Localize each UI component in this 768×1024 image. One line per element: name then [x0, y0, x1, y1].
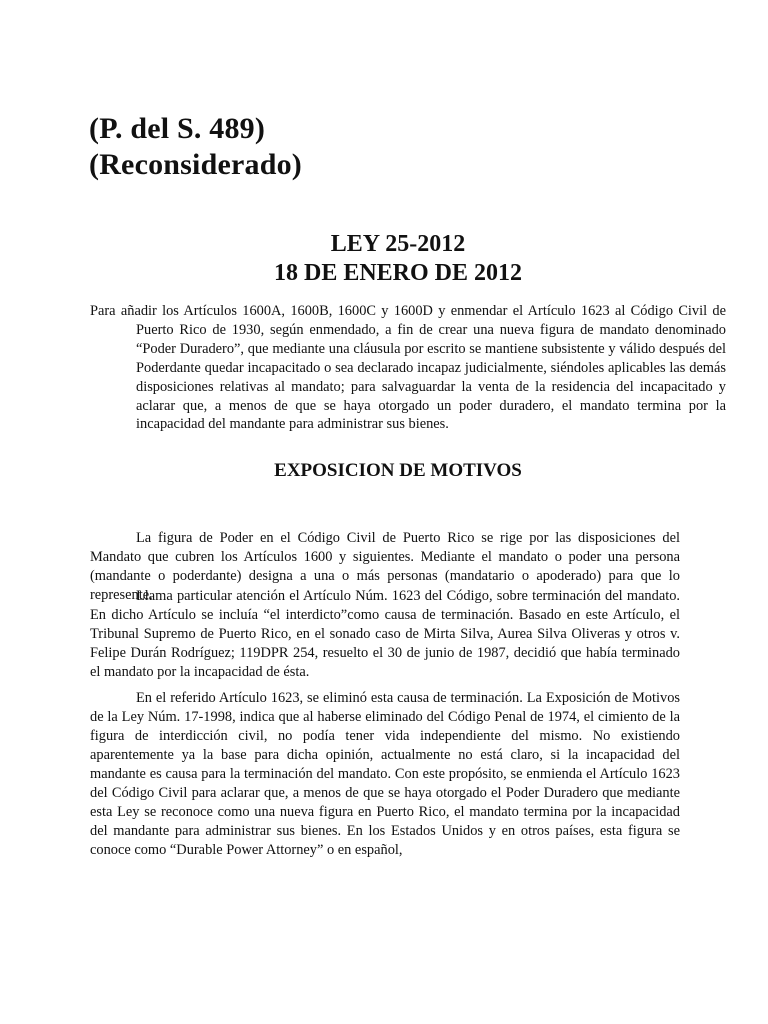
law-date: 18 DE ENERO DE 2012 — [273, 260, 523, 286]
law-title — [0, 230, 768, 288]
law-summary: Para añadir los Artículos 1600A, 1600B, 1600C y 1600D y enmendar el Artículo 1623 al Código Civil de Puerto Rico de 1930, según enmendado, a fin de crear una nueva figura de mandato denominado “Poder Duradero”, que mediante una cláusula por escrito se mantiene subsistente y válido después del Poderdante quedar incapacitado o sea declarado incapaz judicialmente, siéndoles aplicables las demás disposiciones relativas al mandato; para salvaguardar la venta de la residencia del incapacitado y aclarar que, a menos de que se haya otorgado un poder duradero, el mandato termina por la incapacidad del mandante para administrar sus bienes. — [90, 303, 726, 433]
body-paragraph: La figura de Poder en el Código Civil de Puerto Rico se rige por las disposiciones del Mandato que cubren los Artículos 1600 y siguientes. Mediante el mandato o poder una persona (mandante o poderdante) designa a una o más personas (mandatario o apoderado) para que lo represente. — [90, 530, 680, 603]
section-heading-text: EXPOSICION DE MOTIVOS — [274, 460, 522, 481]
body-paragraph: Llama particular atención el Artículo Núm. 1623 del Código, sobre terminación del mandato. En dicho Artículo se incluía “el interdicto”como causa de terminación. Basado en este Artículo, el Tribunal Supremo de Puerto Rico, en el sonado caso de Mirta Silva, Aurea Silva Oliveras y otros v. Felipe Durán Rodríguez; 119DPR 254, resuelto el 30 de junio de 1987, decidió que había terminado el mandato por la incapacidad de ésta. — [90, 588, 680, 680]
section-heading — [0, 459, 768, 483]
law-number: LEY 25-2012 — [330, 231, 466, 257]
bill-status: (Reconsiderado) — [89, 148, 302, 181]
body-paragraph: En el referido Artículo 1623, se eliminó esta causa de terminación. La Exposición de Motivos de la Ley Núm. 17-1998, indica que al haberse eliminado del Código Penal de 1974, el cimiento de la figura de interdicción civil, no podía tener vida independiente del mismo. No existiendo aparentemente ya la base para dicha opinión, actualmente no está claro, si la incapacidad del mandante es causa para la terminación del mandato. Con este propósito, se enmienda el Artículo 1623 del Código Civil para aclarar que, a menos de que se haya otorgado el Poder Duradero que mediante esta Ley se reconoce como una nueva figura en Puerto Rico, el mandato termina por la incapacidad del mandante para administrar sus bienes. En los Estados Unidos y en otros países, esta figura se conoce como “Durable Power Attorney” o en español, — [90, 690, 680, 858]
bill-identifier — [89, 111, 302, 183]
bill-number: (P. del S. 489) — [89, 112, 266, 145]
